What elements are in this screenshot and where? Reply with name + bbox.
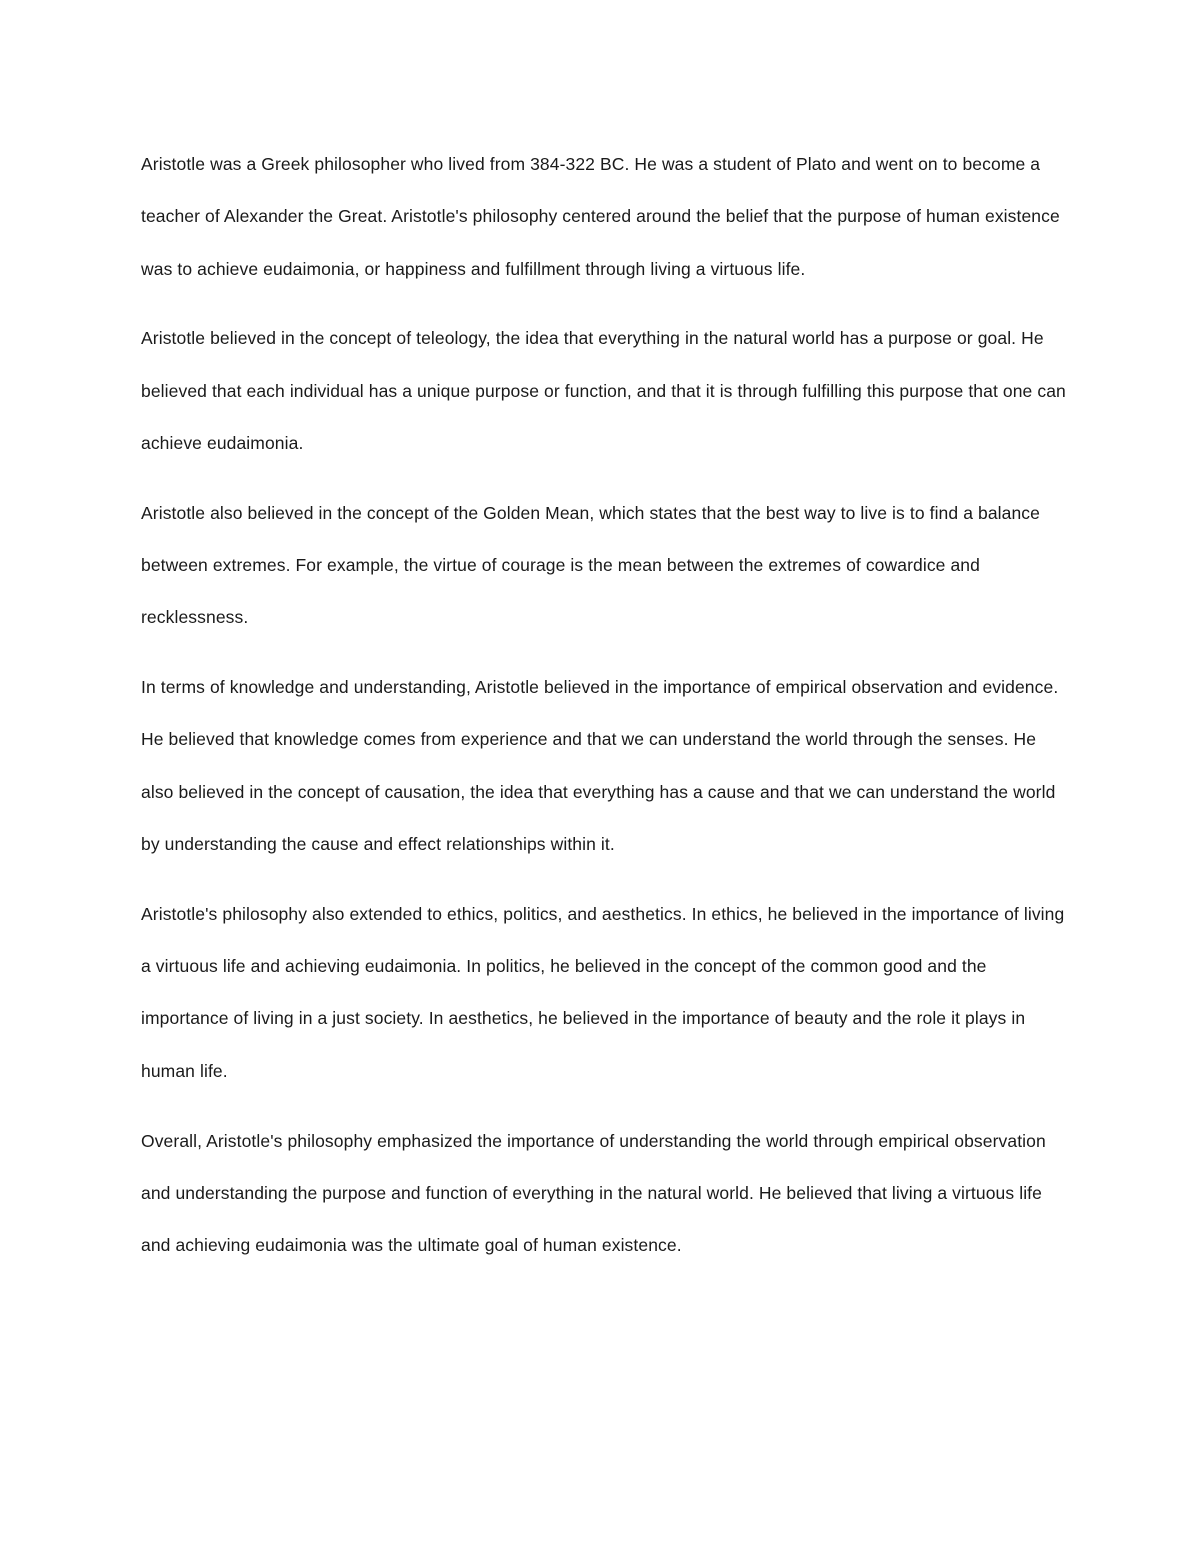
paragraph-golden-mean: Aristotle also believed in the concept of the Golden Mean, which states that the best way to live is to find a balance between extremes. For example, the virtue of courage is the mean between the extremes of cowardice and recklessness.: [141, 502, 1040, 628]
paragraph-aristotle-intro: Aristotle was a Greek philosopher who lived from 384-322 BC. He was a student of Plato and went on to become a teacher of Alexander the Great. Aristotle's philosophy centered around the belief that the purpose of human existence was to achieve eudaimonia, or happiness and fulfillment through living a virtuous life.: [141, 154, 1060, 279]
paragraph-knowledge: In terms of knowledge and understanding, Aristotle believed in the importance of empirical observation and evidence. He believed that knowledge comes from experience and that we can understand the world through the senses. He also believed in the concept of causation, the idea that everything has a cause and that we can understand the world by understanding the cause and effect relationships within it.: [141, 677, 1059, 855]
paragraph-ethics-politics-aesthetics: Aristotle's philosophy also extended to ethics, politics, and aesthetics. In ethics, he believed in the importance of living a virtuous life and achieving eudaimonia. In politics, he believed in the concept of the common good and the importance of living in a just society. In aesthetics, he believed in the importance of beauty and the role it plays in human life.: [141, 903, 1065, 1081]
document-body: [141, 138, 1071, 1289]
paragraph-overall: Overall, Aristotle's philosophy emphasized the importance of understanding the world through empirical observation and understanding the purpose and function of everything in the natural world. He believed that living a virtuous life and achieving eudaimonia was the ultimate goal of human existence.: [141, 1130, 1046, 1256]
paragraph-teleology: Aristotle believed in the concept of teleology, the idea that everything in the natural world has a purpose or goal. He believed that each individual has a unique purpose or function, and that it is through fulfilling this purpose that one can achieve eudaimonia.: [141, 328, 1066, 453]
